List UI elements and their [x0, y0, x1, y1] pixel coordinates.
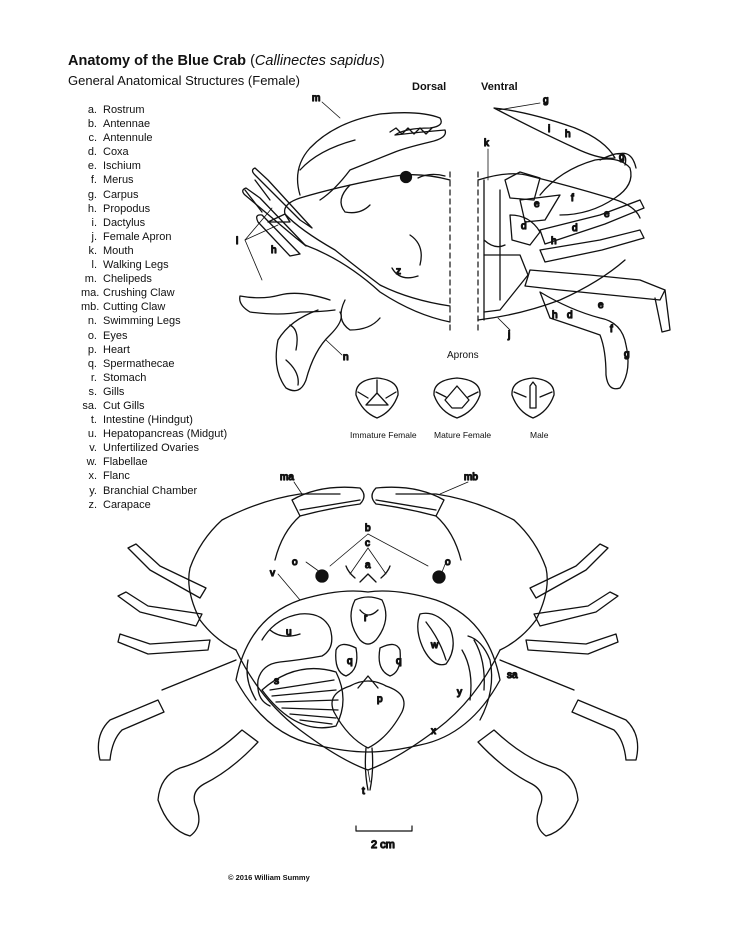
legend-key: n. — [87, 315, 97, 328]
apron-male-caption: Male — [530, 430, 549, 440]
legend-key: w. — [86, 456, 97, 469]
legend-key: s. — [88, 385, 97, 398]
label-h-bottom: h — [552, 310, 558, 321]
label-x: x — [431, 726, 436, 737]
legend-key: h. — [87, 202, 97, 215]
legend-key: sa. — [82, 399, 97, 412]
label-e-right: e — [604, 209, 610, 220]
legend-text: Gills — [103, 385, 125, 398]
label-h-top: h — [565, 129, 571, 140]
aprons-heading: Aprons — [447, 350, 479, 361]
legend-key: t. — [90, 414, 97, 427]
label-f-bottom: f — [610, 324, 613, 335]
label-g-mid: g — [619, 152, 625, 163]
legend-key: d. — [87, 146, 97, 159]
legend-key: ma. — [81, 287, 100, 300]
label-y: y — [457, 687, 462, 698]
label-k: k — [484, 138, 489, 149]
legend-key: r. — [90, 371, 97, 384]
label-r: r — [364, 613, 368, 624]
label-sa: sa — [507, 670, 518, 681]
legend-key: j. — [91, 230, 97, 243]
label-j: j — [508, 330, 511, 341]
label-t: t — [362, 786, 365, 797]
legend-text: Intestine (Hindgut) — [103, 414, 193, 427]
legend-key: b. — [87, 118, 97, 131]
label-e-bottom: e — [598, 300, 604, 311]
legend-text: Eyes — [103, 329, 128, 342]
legend-key: q. — [87, 357, 97, 370]
legend-key: m. — [84, 273, 97, 286]
legend-key: x. — [88, 470, 97, 483]
label-d-left: d — [521, 221, 527, 232]
label-g-top: g — [543, 95, 549, 106]
label-i: i — [548, 124, 551, 135]
label-h-mid: h — [551, 236, 557, 247]
legend-text: Unfertilized Ovaries — [103, 442, 199, 455]
legend-text: Mouth — [103, 244, 134, 257]
legend-key: v. — [89, 442, 97, 455]
legend-text: Antennule — [103, 132, 153, 145]
species-name: Callinectes sapidus — [254, 53, 380, 69]
legend-key: mb. — [81, 301, 100, 314]
legend-text: Swimming Legs — [103, 315, 181, 328]
dorsal-heading: Dorsal — [412, 81, 447, 93]
legend-text: Ischium — [103, 160, 141, 173]
legend-key: e. — [87, 160, 97, 173]
label-d-bottom: d — [567, 310, 573, 321]
legend-text: Spermathecae — [103, 357, 175, 370]
legend-key: f. — [90, 174, 97, 187]
label-b: b — [365, 523, 371, 534]
label-o-left: o — [292, 557, 298, 568]
legend-text: Branchial Chamber — [103, 484, 198, 497]
legend-text: Heart — [103, 343, 130, 356]
label-e-left: e — [534, 199, 540, 210]
legend-text: Hepatopancreas (Midgut) — [103, 428, 228, 441]
label-w: w — [431, 640, 439, 651]
ventral-heading: Ventral — [481, 81, 518, 93]
legend-text: Stomach — [103, 371, 147, 384]
legend-key: o. — [87, 329, 97, 342]
legend-key: u. — [87, 428, 97, 441]
label-c: c — [365, 538, 370, 549]
legend-text: Cutting Claw — [103, 301, 166, 314]
label-q-right: q — [396, 656, 402, 667]
legend-text: Dactylus — [103, 216, 146, 229]
legend-key: k. — [88, 244, 97, 257]
legend-key: z. — [88, 498, 97, 511]
legend-key: p. — [87, 343, 97, 356]
label-ma: ma — [280, 472, 294, 483]
apron-immature-drawing — [356, 378, 398, 418]
legend-key: y. — [89, 484, 97, 497]
page-subtitle: General Anatomical Structures (Female) — [68, 73, 300, 88]
legend-text: Coxa — [103, 146, 129, 159]
label-a: a — [365, 560, 371, 571]
legend-key: g. — [87, 188, 97, 201]
scale-bar-label: 2 cm — [371, 839, 395, 851]
apron-mature-caption: Mature Female — [434, 430, 492, 440]
legend-key: i. — [91, 216, 97, 229]
legend-text: Female Apron — [103, 230, 172, 243]
page-title: Anatomy of the Blue Crab (Callinectes sapidus) — [68, 53, 385, 69]
label-m: m — [312, 93, 321, 104]
label-mb: mb — [464, 472, 478, 483]
legend-key: c. — [88, 132, 97, 145]
legend-text: Merus — [103, 174, 134, 187]
label-h-dorsal: h — [271, 245, 277, 256]
label-d-mid: d — [572, 223, 578, 234]
legend-text: Propodus — [103, 202, 151, 215]
label-n: n — [343, 352, 349, 363]
legend-key: l. — [91, 259, 97, 272]
ventral-view-drawing — [478, 108, 670, 389]
legend-text: Carapace — [103, 498, 151, 511]
legend-text: Chelipeds — [103, 273, 152, 286]
label-q-left: q — [347, 656, 353, 667]
copyright-notice: © 2016 William Summy — [228, 873, 310, 882]
label-f-top: f — [571, 193, 574, 204]
legend-key: a. — [87, 104, 97, 116]
apron-immature-caption: Immature Female — [350, 430, 417, 440]
legend-text: Cut Gills — [103, 399, 145, 412]
label-v: v — [270, 568, 275, 579]
label-g-bottom: g — [624, 349, 630, 360]
label-u: u — [286, 627, 292, 638]
label-z: z — [396, 266, 401, 277]
diagram-labels — [236, 93, 630, 851]
legend-text: Carpus — [103, 188, 139, 201]
apron-mature-drawing — [434, 378, 480, 418]
legend-text: Flanc — [103, 470, 130, 483]
legend-text: Rostrum — [103, 104, 145, 116]
label-p: p — [377, 694, 383, 705]
legend-text: Flabellae — [103, 456, 148, 469]
legend-text: Crushing Claw — [103, 287, 175, 300]
label-l: l — [236, 236, 239, 247]
legend-text: Walking Legs — [103, 259, 169, 272]
legend-text: Antennae — [103, 118, 151, 131]
label-o-right: o — [445, 557, 451, 568]
apron-male-drawing — [512, 378, 554, 418]
label-s: s — [274, 676, 279, 687]
